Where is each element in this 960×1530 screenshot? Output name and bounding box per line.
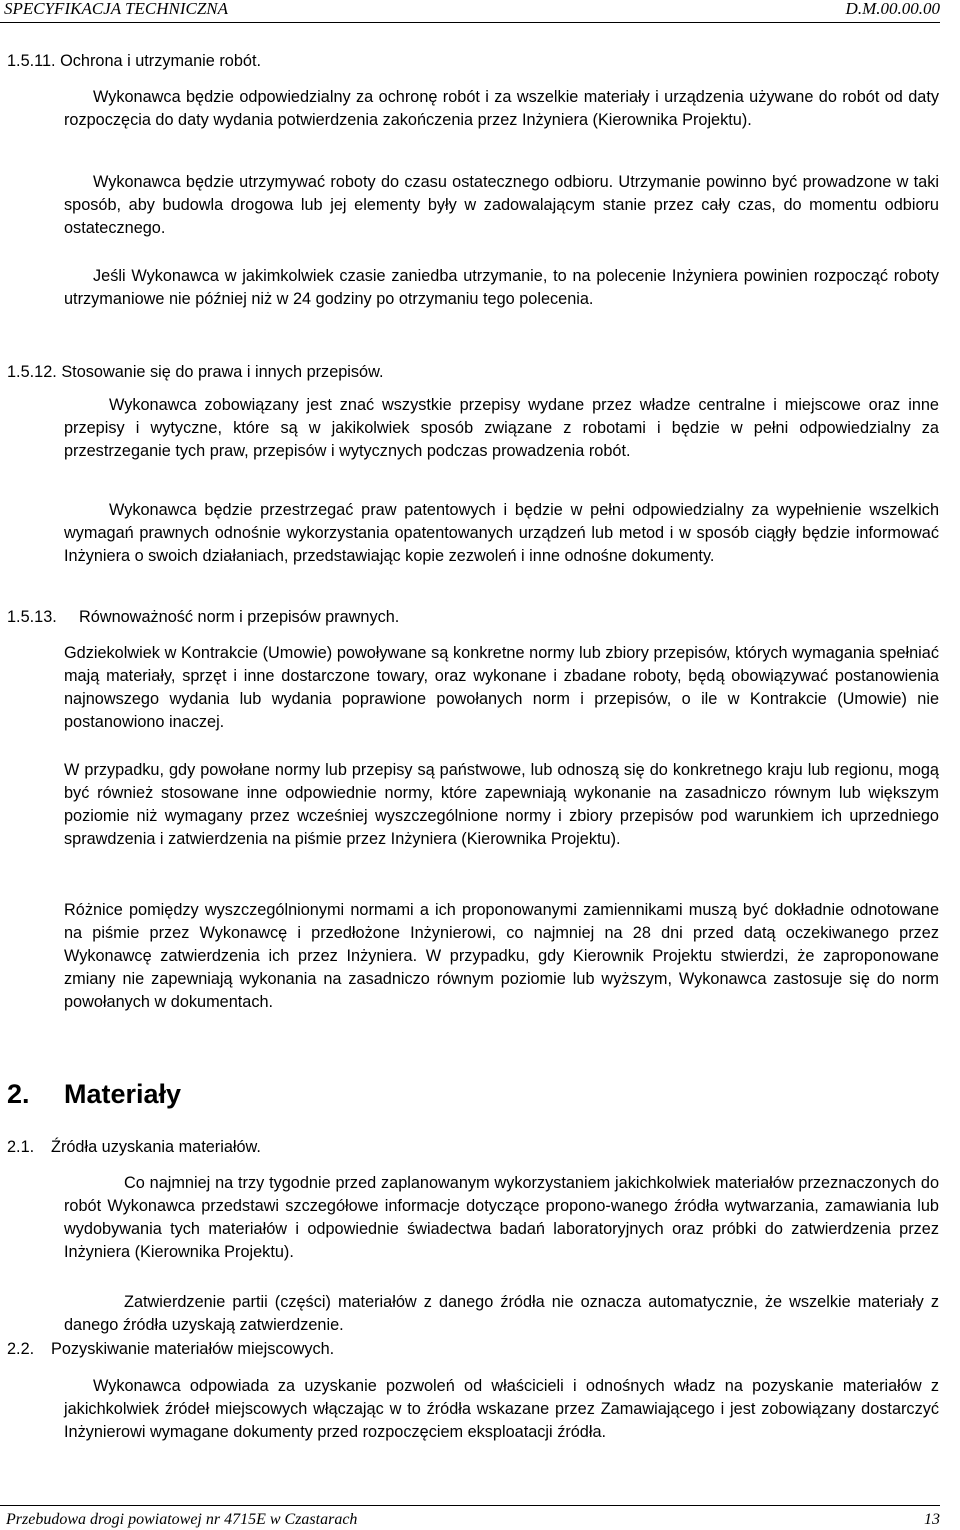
heading-2-1 xyxy=(7,1136,261,1159)
heading-1-5-12: 1.5.12. Stosowanie się do prawa i innych przepisów. xyxy=(7,363,384,381)
paragraph: Wykonawca będzie odpowiedzialny za ochronę robót i za wszelkie materiały i urządzenia używane do robót od daty rozpoczęcia do daty wydania potwierdzenia zakończenia przez Inżyniera (Kierownika Projektu). xyxy=(64,88,939,129)
heading-number: 2.1. xyxy=(7,1138,35,1156)
heading-title: Materiały xyxy=(64,1079,182,1109)
heading-number: 2.2. xyxy=(7,1340,35,1358)
heading-1-5-13 xyxy=(7,606,399,629)
heading-number: 2. xyxy=(7,1079,30,1109)
paragraph: Różnice pomiędzy wyszczególnionymi normami a ich proponowanymi zamiennikami muszą być dokładnie odnotowane na piśmie przez Wykonawcę i przedłożone Inżynierowi, co najmniej na 28 dni przed datą oczekiwanego przez Wykonawcę zatwierdzenia ich przez Inżyniera. W przypadku, gdy Kierownik Projektu stwierdzi, że zaproponowane zmiany nie zapewniają wykonania na zasadniczo równym poziomie lub wyższym, Wykonawca zastosuje się do norm powołanych w dokumentach. xyxy=(64,901,939,1011)
paragraph: Zatwierdzenie partii (części) materiałów z danego źródła nie oznacza automatycznie, że wszelkie materiały z danego źródła uzyskają zatwierdzenie. xyxy=(64,1293,939,1334)
paragraph: Wykonawca odpowiada za uzyskanie pozwoleń od właścicieli i odnośnych władz na pozyskanie materiałów z jakichkolwiek źródeł miejscowych włączając w to źródła wskazane przez Zamawiającego i jest zobowiązany dostarczyć Inżynierowi wymagane dokumenty przed rozpoczęciem eksploatacji źródła. xyxy=(64,1377,939,1441)
heading-title: Źródła uzyskania materiałów. xyxy=(51,1138,261,1156)
page-footer xyxy=(0,1505,940,1530)
paragraph: Gdziekolwiek w Kontrakcie (Umowie) powoływane są konkretne normy lub zbiory przepisów, których wymagania spełniać mają materiały, sprzęt i inne dostarczone towary, oraz wykonane i zbadane roboty, będą obowiązywać postanowienia najnowszego wydania lub wydania poprawione powołanych norm i przepisów, o ile w Kontrakcie (Umowie) nie postanowiono inaczej. xyxy=(64,644,939,731)
chapter-heading-2 xyxy=(7,1079,182,1109)
header-doc-type: SPECYFIKACJA TECHNICZNA xyxy=(4,0,229,18)
paragraph: Wykonawca będzie utrzymywać roboty do czasu ostatecznego odbioru. Utrzymanie powinno być prowadzone w taki sposób, aby budowla drogowa lub jej elementy były w zadowalającym stanie przez cały czas, do momentu odbioru ostatecznego. xyxy=(64,173,939,237)
header-doc-code: D.M.00.00.00 xyxy=(845,0,940,18)
paragraph: Jeśli Wykonawca w jakimkolwiek czasie zaniedba utrzymanie, to na polecenie Inżyniera powinien rozpocząć roboty utrzymaniowe nie później niż w 24 godziny po otrzymaniu tego polecenia. xyxy=(64,267,939,308)
heading-title: Pozyskiwanie materiałów miejscowych. xyxy=(51,1340,335,1358)
footer-project-title: Przebudowa drogi powiatowej nr 4715E w Czastarach xyxy=(6,1511,358,1528)
heading-2-2 xyxy=(7,1338,334,1361)
heading-number: 1.5.13. xyxy=(7,608,57,626)
paragraph: W przypadku, gdy powołane normy lub przepisy są państwowe, lub odnoszą się do konkretnego kraju lub regionu, mogą być również stosowane inne odpowiednie normy, które zapewniają wykonanie na zasadniczo równym lub większym poziomie niż wymagany przez wcześniej wyszczególnione normy i zbiory przepisów pod warunkiem ich uprzedniego sprawdzenia i zatwierdzenia na piśmie przez Inżyniera (Kierownika Projektu). xyxy=(64,761,939,848)
heading-title: Równoważność norm i przepisów prawnych. xyxy=(79,608,400,626)
page-header xyxy=(0,0,940,23)
heading-1-5-11: 1.5.11. Ochrona i utrzymanie robót. xyxy=(7,52,261,70)
paragraph: Wykonawca zobowiązany jest znać wszystkie przepisy wydane przez władze centralne i miejscowe oraz inne przepisy i wytyczne, które są w jakikolwiek sposób związane z robotami i będzie w pełni odpowiedzialny za przestrzeganie tych praw, przepisów i wytycznych podczas prowadzenia robót. xyxy=(64,396,939,460)
page-number: 13 xyxy=(924,1511,940,1528)
paragraph: Co najmniej na trzy tygodnie przed zaplanowanym wykorzystaniem jakichkolwiek materiałów przeznaczonych do robót Wykonawca przedstawi szczegółowe informacje dotyczące propono-wanego źródła wytwarzania, zamawiania lub wydobywania tych materiałów i odpowiednie świadectwa badań laboratoryjnych oraz próbki do zatwierdzenia przez Inżyniera (Kierownika Projektu). xyxy=(64,1174,939,1261)
paragraph: Wykonawca będzie przestrzegać praw patentowych i będzie w pełni odpowiedzialny za wypełnienie wszelkich wymagań prawnych odnośnie wykorzystania opatentowanych urządzeń lub metod i w sposób ciągły będzie informować Inżyniera o swoich działaniach, przedstawiając kopie zezwoleń i inne odnośne dokumenty. xyxy=(64,501,939,565)
